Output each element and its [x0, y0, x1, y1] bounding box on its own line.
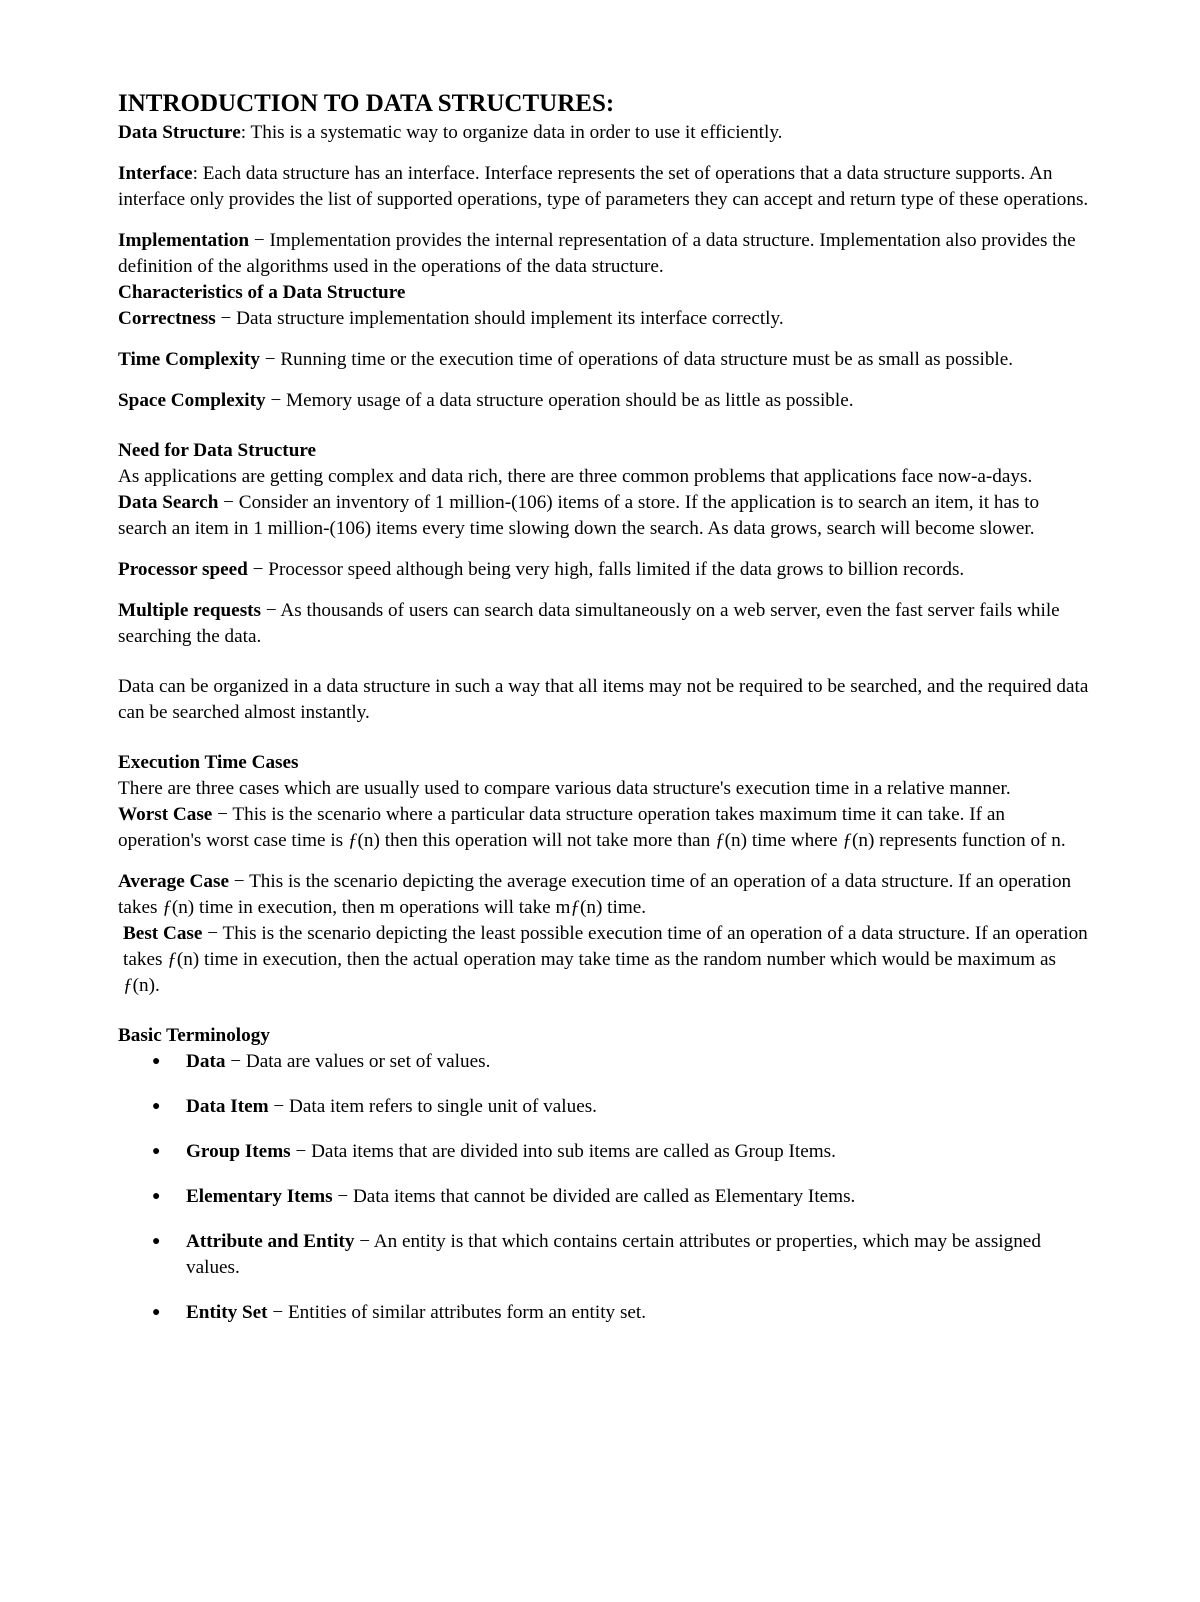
document-page: [118, 88, 1090, 1326]
data-structure-definition: [118, 120, 1090, 146]
term-label: Correctness: [118, 308, 216, 329]
bullet-icon: ●: [152, 1054, 161, 1069]
definition-text: − As thousands of users can search data simultaneously on a web server, even the fast server fails while searching the data.: [118, 600, 1060, 647]
definition-text: − Data are values or set of values.: [225, 1051, 491, 1072]
definition-text: − Data items that are divided into sub items are called as Group Items.: [290, 1141, 836, 1162]
term-label: Entity Set: [186, 1302, 268, 1323]
definition-text: − Data item refers to single unit of values.: [268, 1096, 597, 1117]
worst-case-definition: Worst Case − This is the scenario where a particular data structure operation takes maximum time it can take. If an operation's worst case time is ƒ(n) then this operation will not take more than ƒ(n) time where ƒ(n) represents function of n.: [118, 804, 1066, 851]
term-label: Data Search: [118, 492, 219, 513]
definition-text: − Running time or the execution time of operations of data structure must be as small as possible.: [259, 349, 1014, 370]
average-case-definition: Average Case − This is the scenario depicting the average execution time of an operation of a data structure. If an operation takes ƒ(n) time in execution, then m operations will take mƒ(n) time.: [118, 871, 1072, 918]
term-label: Attribute and Entity: [186, 1231, 355, 1252]
term-label: Group Items: [186, 1141, 291, 1162]
implementation-definition: [118, 228, 1090, 280]
interface-definition: [118, 161, 1090, 213]
space-complexity-definition: [118, 388, 1090, 414]
definition-text: − An entity is that which contains certain attributes or properties, which may be assigned values.: [186, 1231, 1041, 1278]
bullet-icon: ●: [152, 1234, 161, 1249]
term-label: Interface: [118, 163, 193, 184]
bullet-icon: ●: [152, 1144, 161, 1159]
best-case-definition: Best Case − This is the scenario depicting the least possible execution time of an operation of a data structure. If an operation takes ƒ(n) time in execution, then the actual operation may take time as the random number which would be maximum as ƒ(n).: [123, 923, 1088, 996]
time-complexity-definition: [118, 347, 1090, 373]
terminology-list: [118, 1049, 1090, 1326]
function-symbol: ƒ: [167, 949, 177, 970]
bullet-icon: ●: [152, 1189, 161, 1204]
processor-speed-definition: [118, 557, 1090, 583]
need-heading: Need for Data Structure: [118, 440, 317, 461]
terminology-heading: Basic Terminology: [118, 1025, 270, 1046]
definition-text: − Processor speed although being very high, falls limited if the data grows to billion records.: [247, 559, 965, 580]
list-item: [118, 1184, 1090, 1210]
need-intro: As applications are getting complex and data rich, there are three common problems that applications face now-a-days.: [118, 466, 1033, 487]
term-label: Processor speed: [118, 559, 248, 580]
term-label: Data: [186, 1051, 226, 1072]
organize-paragraph: Data can be organized in a data structure in such a way that all items may not be required to be searched, and the required data can be searched almost instantly.: [118, 676, 1089, 723]
definition-text: : Each data structure has an interface. Interface represents the set of operations that a data structure supports. An interface only provides the list of supported operations, type of parameters they can accept and return type of these operations.: [118, 163, 1089, 210]
term-label: Elementary Items: [186, 1186, 333, 1207]
multiple-requests-definition: [118, 598, 1090, 650]
definition-text: − Memory usage of a data structure operation should be as little as possible.: [265, 390, 854, 411]
term-label: Data Item: [186, 1096, 269, 1117]
characteristics-heading: Characteristics of a Data Structure: [118, 282, 406, 303]
definition-text: − Implementation provides the internal representation of a data structure. Implementation also provides the definition of the algorithms used in the operations of the data structure.: [118, 230, 1076, 277]
function-symbol: ƒ: [715, 830, 725, 851]
list-item: [118, 1300, 1090, 1326]
function-symbol: ƒ: [347, 830, 358, 851]
list-item: [118, 1049, 1090, 1075]
page-title: INTRODUCTION TO DATA STRUCTURES:: [118, 90, 615, 117]
data-search-definition: Data Search − Consider an inventory of 1 million-(106) items of a store. If the application is to search an item, it has to search an item in 1 million-(106) items every time slowing down the search. As data grows, search will become slower.: [118, 492, 1040, 539]
function-symbol: ƒ: [162, 897, 172, 918]
term-label: Multiple requests: [118, 600, 262, 621]
function-symbol: ƒ: [842, 830, 853, 851]
term-label: Average Case: [118, 871, 229, 892]
term-label: Data Structure: [118, 122, 241, 143]
bullet-icon: ●: [152, 1099, 161, 1114]
definition-text: : This is a systematic way to organize data in order to use it efficiently.: [240, 122, 783, 143]
term-label: Time Complexity: [118, 349, 260, 370]
definition-text: − Entities of similar attributes form an entity set.: [267, 1302, 647, 1323]
execution-intro: There are three cases which are usually used to compare various data structure's execution time in a relative manner.: [118, 778, 1011, 799]
term-label: Space Complexity: [118, 390, 266, 411]
execution-heading: Execution Time Cases: [118, 752, 299, 773]
term-label: Implementation: [118, 230, 250, 251]
term-label: Best Case: [123, 923, 203, 944]
list-item: [118, 1139, 1090, 1165]
bullet-icon: ●: [152, 1305, 161, 1320]
definition-text: − Data items that cannot be divided are called as Elementary Items.: [332, 1186, 856, 1207]
correctness-definition: [118, 306, 1090, 332]
list-item: [118, 1094, 1090, 1120]
function-symbol: ƒ: [570, 897, 580, 918]
term-label: Worst Case: [118, 804, 213, 825]
list-item: [118, 1229, 1090, 1281]
definition-text: − Data structure implementation should implement its interface correctly.: [215, 308, 784, 329]
function-symbol: ƒ: [123, 975, 133, 996]
